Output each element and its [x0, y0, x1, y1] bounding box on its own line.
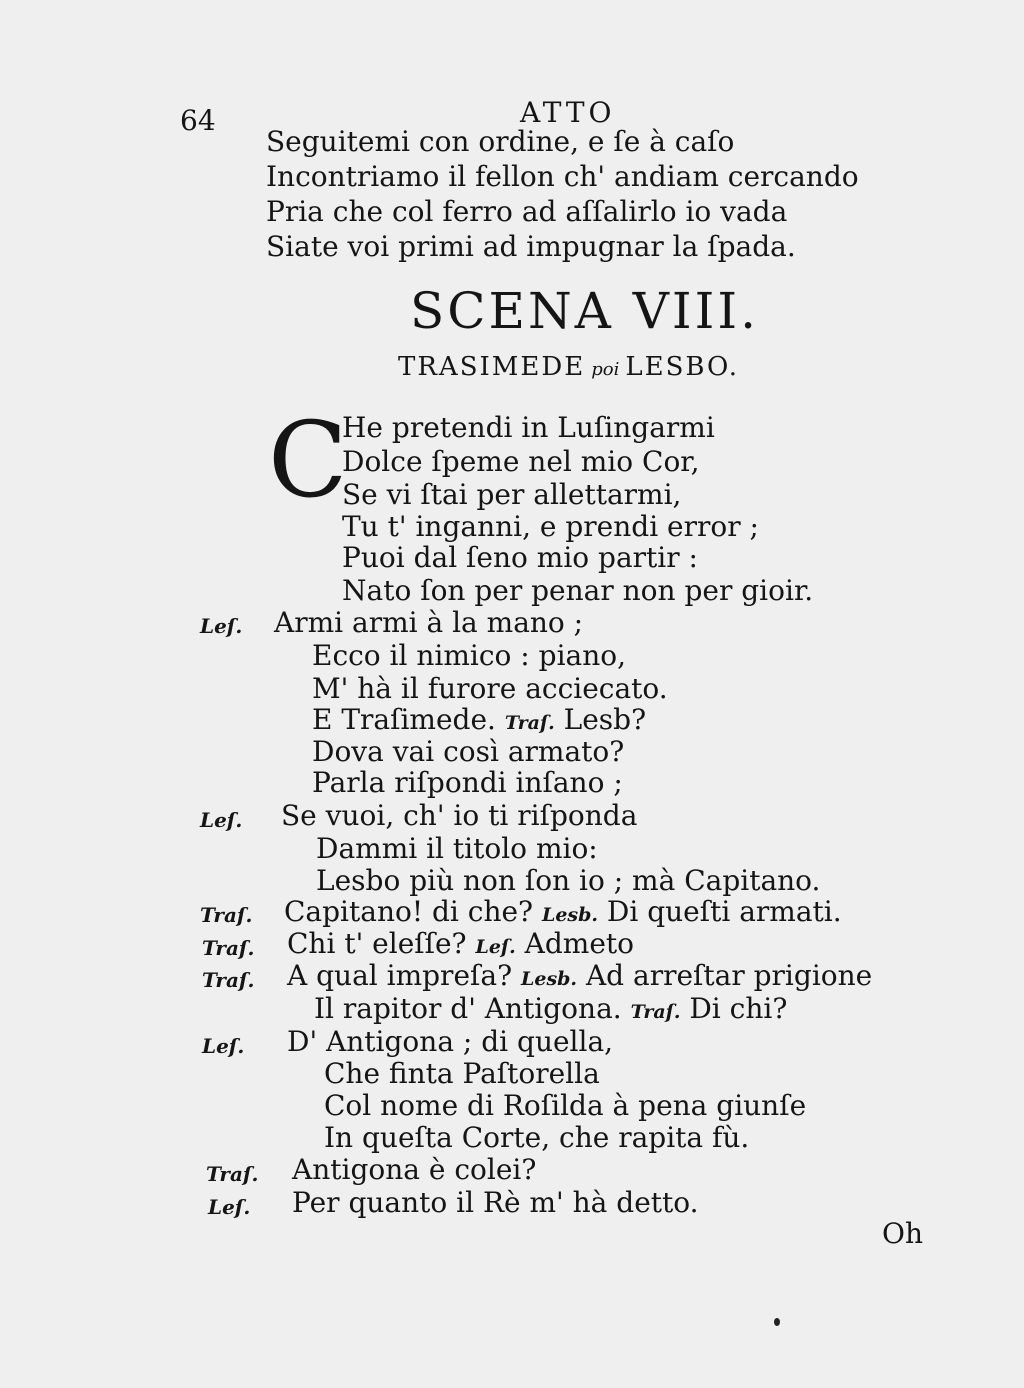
- dialogue-line: M' hà il furore acciecato.: [312, 672, 668, 705]
- character-name: LESBO.: [625, 352, 740, 382]
- speaker-label: Leſ.: [200, 614, 243, 638]
- dialogue-line: Col nome di Roſilda à pena giunſe: [324, 1089, 807, 1122]
- verse-line: Seguitemi con ordine, e ſe à caſo: [266, 125, 735, 158]
- scene-title: SCENA VIII.: [410, 282, 760, 340]
- dialogue-line: Lesbo più non ſon io ; mà Capitano.: [316, 864, 821, 897]
- aria-line: Dolce ſpeme nel mio Cor,: [342, 445, 700, 478]
- characters-joiner: poi: [591, 359, 620, 380]
- drop-cap: C: [268, 399, 348, 521]
- dialogue-text: Capitano! di che?: [284, 895, 534, 928]
- speaker-label: Traſ.: [202, 968, 255, 992]
- dialogue-line: Antigona è colei?: [292, 1153, 537, 1186]
- character-name: TRASIMEDE: [398, 352, 586, 382]
- speaker-label: Traſ.: [206, 1162, 259, 1186]
- inline-speaker: Lesb.: [541, 904, 599, 926]
- speaker-label: Leſ.: [202, 1034, 245, 1058]
- verse-line: Siate voi primi ad impugnar la ſpada.: [266, 230, 796, 263]
- verse-line: Pria che col ferro ad aſſalirlo io vada: [266, 195, 788, 228]
- catchword: Oh: [882, 1217, 923, 1250]
- dialogue-line: Se vuoi, ch' io ti riſponda: [281, 799, 638, 832]
- inline-speaker: Leſ.: [475, 936, 516, 958]
- aria-line: Tu t' inganni, e prendi error ;: [342, 510, 759, 543]
- speaker-label: Leſ.: [208, 1195, 251, 1219]
- scene-characters: [398, 352, 739, 382]
- ink-speck: [774, 1318, 780, 1326]
- inline-speaker: Traſ.: [504, 712, 555, 734]
- dialogue-line: [312, 704, 646, 739]
- dialogue-line: [314, 993, 787, 1028]
- inline-speaker: Lesb.: [521, 968, 578, 990]
- dialogue-text: Admeto: [524, 927, 635, 960]
- dialogue-line: Armi armi à la mano ;: [274, 606, 584, 639]
- speaker-label: Leſ.: [200, 808, 243, 832]
- dialogue-line: Che finta Paſtorella: [324, 1057, 600, 1090]
- dialogue-line: [284, 896, 842, 931]
- dialogue-text: Di chi?: [689, 992, 788, 1025]
- dialogue-line: Dammi il titolo mio:: [316, 832, 598, 865]
- aria-line: Nato ſon per penar non per gioir.: [342, 574, 814, 607]
- dialogue-line: Dova vai così armato?: [312, 735, 625, 768]
- dialogue-line: Per quanto il Rè m' hà detto.: [292, 1186, 699, 1219]
- page-number: 64: [180, 104, 216, 137]
- verse-line: Incontriamo il fellon ch' andiam cercando: [266, 160, 859, 193]
- aria-line: He pretendi in Luſingarmi: [342, 411, 715, 444]
- dialogue-text: Chi t' eleſſe?: [287, 927, 467, 960]
- inline-speaker: Traſ.: [630, 1001, 681, 1023]
- dialogue-text: A qual impreſa?: [287, 959, 513, 992]
- dialogue-line: In queſta Corte, che rapita fù.: [324, 1121, 750, 1154]
- speaker-label: Traſ.: [200, 903, 253, 927]
- dialogue-text: Di queſti armati.: [606, 895, 842, 928]
- running-title: ATTO: [520, 96, 616, 129]
- dialogue-line: Parla riſpondi inſano ;: [312, 766, 623, 799]
- dialogue-text: E Traſimede.: [312, 703, 496, 736]
- aria-line: Puoi dal ſeno mio partir :: [342, 541, 698, 574]
- dialogue-line: Ecco il nimico : piano,: [312, 639, 627, 672]
- aria-line: Se vi ſtai per allettarmi,: [342, 478, 682, 511]
- dialogue-line: [287, 928, 634, 963]
- dialogue-text: Lesb?: [563, 703, 647, 736]
- dialogue-text: Il rapitor d' Antigona.: [314, 992, 622, 1025]
- dialogue-text: Ad arreſtar prigione: [585, 959, 873, 992]
- speaker-label: Traſ.: [202, 936, 255, 960]
- dialogue-line: D' Antigona ; di quella,: [287, 1025, 614, 1058]
- dialogue-line: [287, 960, 872, 995]
